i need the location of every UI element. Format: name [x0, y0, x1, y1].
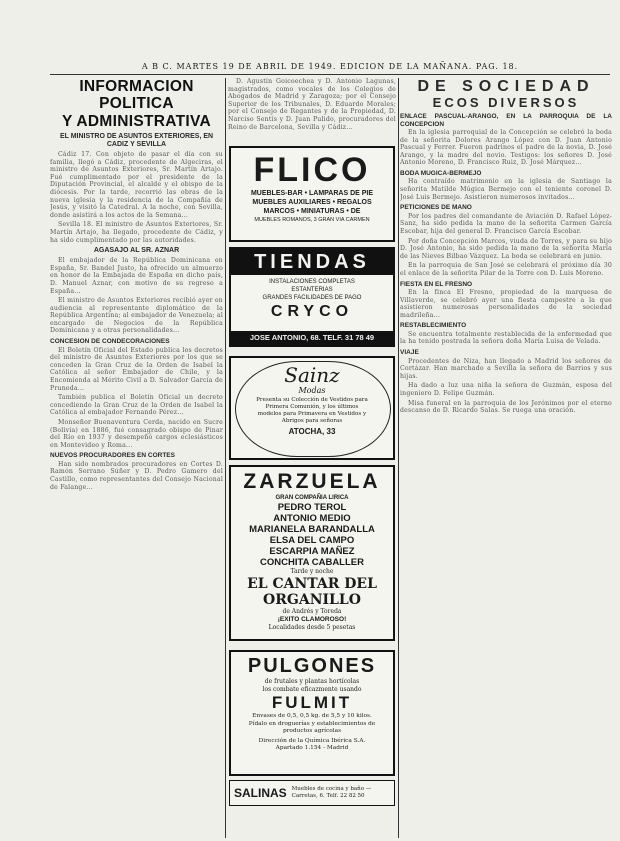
pulgones-line: Envases de 0,5, 0,5 kg. de 5,5 y 10 kilos. [252, 713, 372, 719]
article-subtitle: AGASAJO AL SR. AZNAR [93, 247, 180, 255]
page-header: A B C. MARTES 19 DE ABRIL DE 1949. EDICION DE LA MAÑANA. PAG. 18. [50, 62, 610, 75]
article-paragraph: Sevilla 18. El ministro de Asuntos Exteriores, Sr. Martín Artajo, ha llegado, procedente de Cádiz, y ha sido cumplimentado por las autoridades. [50, 221, 223, 244]
zarzuela-note: ¡EXITO CLAMOROSO! [277, 616, 347, 623]
article-paragraph: El Boletín Oficial del Estado publica los decretos del ministro de Asuntos Exteriores por los que se conceden la Gran Cruz de la Orden de Isabel la Católica al señor Embajador de Chile, y la Encomienda al Mérito Civil a D. Salvador García de Pruneda... [50, 346, 223, 392]
fulmit-product: FULMIT [271, 693, 353, 712]
zarzuela-brand: ZARZUELA [243, 470, 381, 493]
society-subhead: ENLACE PASCUAL-ARANGO, EN LA PARROQUIA DE LA CONCEPCION [400, 113, 612, 128]
flico-line: MUEBLES-BAR • LAMPARAS DE PIE [250, 190, 374, 197]
cast-member: ANTONIO MEDIO [273, 513, 351, 524]
politics-title-1: INFORMACION POLITICA [79, 78, 194, 112]
society-subhead: RESTABLECIMIENTO [400, 322, 467, 330]
zarzuela-ad [229, 465, 395, 641]
cryco-line: GRANDES FACILIDADES DE PAGO [262, 295, 362, 301]
society-paragraph: En la iglesia parroquial de la Concepción se celebró la boda de la señorita Dolores Arango López con D. Juan Antonio Pascual y Ferrer. Fueron padrinos el padre de la novia, D. José Arango, y la madre del novio. Testigos: los señores D. José Antonio Moreno, D. Francisco Ruiz, D. José Márquez... [400, 129, 612, 167]
salinas-ad [229, 780, 395, 806]
article-paragraph: El ministro de Asuntos Exteriores recibió ayer en audiencia al representante diplomático de la República Argentina; al embajador de Venezuela; al encargado de Negocios de la República Dominicana y a otras personalidades... [50, 297, 223, 335]
article-paragraph: Han sido nombrados procuradores en Cortes D. Ramón Serrano Súñer y D. Pedro Gamero del Castillo, como representantes del Consejo Nacional de Falange... [50, 460, 223, 491]
flico-brand: FLICO [253, 151, 371, 189]
zarzuela-premiere: Tarde y noche [290, 568, 334, 575]
society-paragraph: Por doña Concepción Marcos, viuda de Torres, y para su hijo D. José Antonio, ha sido pedida la mano de la señorita María de las Nieves Bilbao Vázquez. La boda se celebrará en junio. [400, 237, 612, 260]
article-paragraph: D. Agustín Goicoechea y D. Antonio Lagunas, magistrados, como vocales de los Colegios de Abogados de Madrid y Zaragoza; por el Consejo Superior de los Tribunales, D. Eduardo Morales; por el Consejo de Regantes y de la Propiedad, D. Narciso Sentís y D. Juan Pulido, procuradores del Reino de Barcelona, Sevilla y Cádiz... [228, 78, 396, 131]
article-paragraph: También publica el Boletín Oficial un decreto concediendo la Gran Cruz de la Orden de Isabel la Católica al embajador Fernando Pérez... [50, 394, 223, 417]
sainz-address: ATOCHA, 33 [288, 427, 336, 436]
society-subhead: BODA MUGICA-BERMEJO [400, 169, 482, 177]
society-paragraph: Misa funeral en la parroquia de los Jerónimos por el eterno descanso de D. Ricardo Salas. Se ruega una oración. [400, 399, 612, 415]
society-paragraph: Procedentes de Niza, han llegado a Madrid los señores de Cortázar. Han marchado a Sevilla la señora de Barrios y sus hijas. [400, 357, 612, 380]
pulgones-line: de frutales y plantas hortícolas [264, 678, 360, 685]
pulgones-line: Apartado 1.154 - Madrid [275, 745, 349, 751]
middle-top-text [228, 78, 396, 138]
society-column [400, 78, 612, 838]
flico-line: MUEBLES ROMANOS, 3 GRAN VIA CARMEN [254, 217, 370, 223]
society-paragraph: En la finca El Fresno, propiedad de la marquesa de Villaverde, se celebró ayer una fiesta campestre a la que asistieron numerosas personalidades de la sociedad madrileña... [400, 289, 612, 319]
sainz-ad [229, 356, 395, 460]
politics-column [50, 78, 223, 838]
society-paragraph: Por los padres del comandante de Aviación D. Rafael López-Sanz, ha sido pedida la mano de la señorita Carmen García Escobar, hija del general D. Francisco García Escobar. [400, 212, 612, 235]
society-title: DE SOCIEDAD [417, 78, 595, 95]
pulgones-line: Pídalo en droguerías y establecimientos de productos agrícolas [248, 720, 376, 734]
cryco-ad [229, 247, 395, 347]
article-paragraph: Monseñor Buenaventura Cerda, nacido en Sucre (Bolivia) en 1886, fué consagrado obispo de Pinar del Río en 1937 y desempeñó cargos eclesiásticos en Montevideo y Roma... [50, 418, 223, 449]
zarzuela-company: GRAN COMPAÑIA LIRICA [275, 495, 349, 501]
column-rule-2 [398, 78, 399, 838]
cryco-line: INSTALACIONES COMPLETAS [269, 279, 355, 285]
society-subhead: PETICIONES DE MANO [400, 204, 472, 212]
pulgones-brand: PULGONES [247, 655, 377, 677]
society-subhead: VIAJE [400, 349, 419, 357]
cast-member: MARIANELA BARANDALLA [249, 524, 375, 535]
cryco-address: JOSE ANTONIO, 68. TELF. 31 78 49 [231, 331, 393, 345]
sainz-subtitle: Modas [298, 386, 326, 395]
cast-member: ELSA DEL CAMPO [269, 535, 355, 546]
zarzuela-authors: de Andrés y Toreda [282, 608, 342, 615]
salinas-brand: SALINAS [234, 786, 287, 800]
article-paragraph: El embajador de la República Dominicana en España, Sr. Bandel Justo, ha ofrecido un almuerzo en honor de la Embajada de España en dicho país, D. Manuel Aznar, con motivo de su regreso a España... [50, 257, 223, 295]
pulgones-ad [229, 650, 395, 776]
society-paragraph: Se encuentra totalmente restablecida de la enfermedad que la ha tenido postrada la señora doña María Luisa de Velada. [400, 330, 612, 346]
society-paragraph: En la parroquia de San José se celebrará el próximo día 30 el enlace de la señorita Pilar de la Torre con D. Luis Moreno. [400, 262, 612, 277]
cast-member: PEDRO TEROL [277, 502, 347, 513]
society-paragraph: Ha contraído matrimonio en la iglesia de Santiago la señorita Matilde Múgica Bermejo con el teniente coronel D. José Luis Bermejo. Asistieron numerosos invitados... [400, 178, 612, 201]
flico-ad [229, 146, 395, 242]
article-subtitle: CONCESION DE CONDECORACIONES [50, 338, 170, 346]
cryco-line: ESTANTERIAS [291, 287, 333, 293]
society-paragraph: Ha dado a luz una niña la señora de Guzmán, esposa del ingeniero D. Felipe Guzmán. [400, 382, 612, 397]
politics-title-2: Y ADMINISTRATIVA [62, 113, 211, 130]
zarzuela-show-title: EL CANTAR DEL ORGANILLO [247, 576, 377, 608]
sainz-description: Presenta su Colección de Vestidos para Primera Comunión, y los últimos modelos para Primavera en Vestidos y Abrigos para señoras [256, 397, 368, 424]
pulgones-line: Dirección de la Química Ibérica S.A. [258, 737, 366, 744]
flico-line: MARCOS • MINIATURAS • DE [263, 208, 361, 215]
salinas-text: Muebles de cocina y baño — Carretas, 6. Telf. 22 82 50 [291, 786, 372, 799]
pulgones-line: los combate eficazmente usando [262, 685, 362, 693]
society-subhead: FIESTA EN EL FRESNO [400, 280, 473, 288]
article-subtitle: NUEVOS PROCURADORES EN CORTES [50, 452, 175, 460]
cast-member: ESCARPIA MAÑEZ [269, 546, 355, 557]
tiendas-brand: TIENDAS [231, 249, 393, 275]
society-subtitle: ECOS DIVERSOS [432, 95, 580, 110]
column-rule-1 [225, 78, 226, 838]
cast-member: CONCHITA CABALLER [260, 557, 364, 568]
flico-line: MUEBLES AUXILIARES • REGALOS [252, 199, 372, 206]
article-subtitle: EL MINISTRO DE ASUNTOS EXTERIORES, EN CADIZ Y SEVILLA [59, 133, 214, 148]
cryco-brand: CRYCO [270, 303, 354, 320]
zarzuela-prices: Localidades desde 5 pesetas [268, 624, 356, 631]
article-paragraph: Cádiz 17. Con objeto de pasar el día con su familia, llegó a Cádiz, procedente de Algeciras, el ministro de Asuntos Exteriores, Sr. Martín Artajo. Fué cumplimentado por el presidente de la Diputación Provincial, el alcalde y el obispo de la diócesis. Por la tarde, recorrió las obras de la nueva iglesia y la residencia de la Compañía de Jesús, y visitó la Catedral. A la noche, con Sevilla, donde asistirá a los actos de la Semana... [50, 151, 223, 219]
sainz-logo: Sainz [284, 363, 340, 387]
